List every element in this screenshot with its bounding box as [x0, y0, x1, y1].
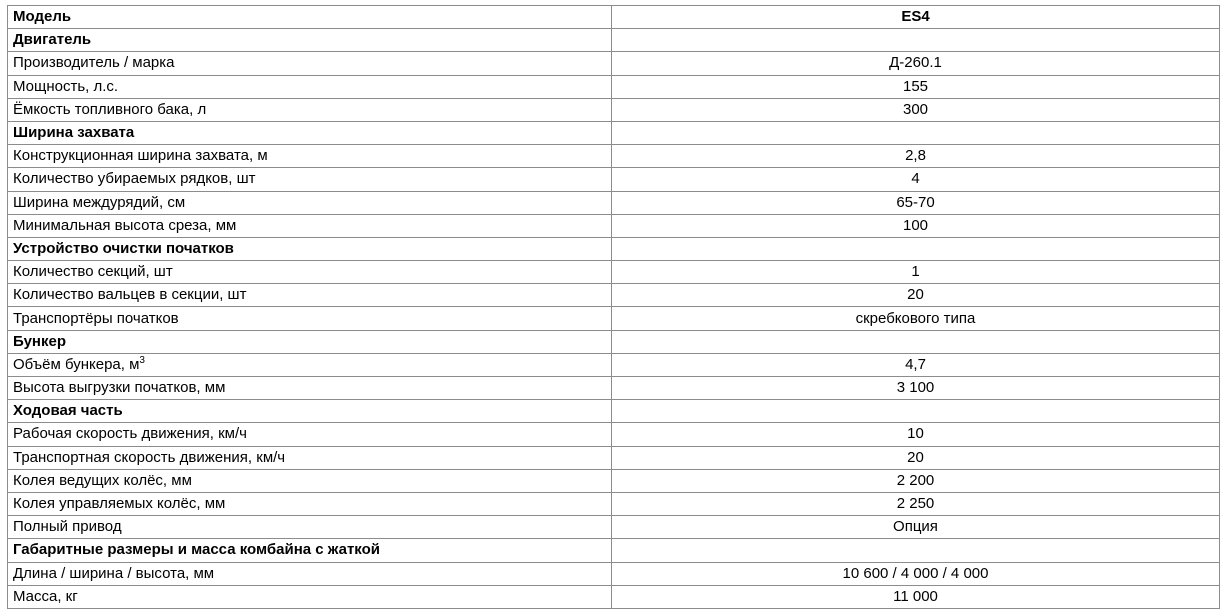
section-row: [8, 29, 1220, 52]
table-row: [8, 52, 1220, 75]
section-row: [8, 121, 1220, 144]
parameter-cell: [8, 168, 612, 191]
parameter-cell: [8, 98, 612, 121]
parameter-label: Мощность, л.с.: [13, 77, 119, 95]
table-row: [8, 307, 1220, 330]
value-cell: 4: [612, 168, 1220, 191]
parameter-label: Высота выгрузки початков, мм: [13, 379, 226, 397]
parameter-label: Количество секций, шт: [13, 263, 173, 281]
parameter-cell: [8, 284, 612, 307]
parameter-cell: [8, 516, 612, 539]
parameter-label: Транспортёры початков: [13, 309, 179, 327]
value-cell: 65-70: [612, 191, 1220, 214]
table-row: [8, 377, 1220, 400]
spec-table: [7, 5, 1220, 609]
section-title-cell: [8, 121, 612, 144]
section-title-cell: [8, 400, 612, 423]
parameter-label: Транспортная скорость движения, км/ч: [13, 448, 286, 466]
parameter-cell: [8, 191, 612, 214]
parameter-cell: [8, 145, 612, 168]
value-cell: 300: [612, 98, 1220, 121]
table-row: [8, 446, 1220, 469]
section-row: [8, 330, 1220, 353]
table-row: [8, 191, 1220, 214]
value-cell: 20: [612, 446, 1220, 469]
table-row: [8, 284, 1220, 307]
parameter-label: Количество вальцев в секции, шт: [13, 286, 247, 304]
section-title: Устройство очистки початков: [13, 239, 234, 257]
value-cell: 4,7: [612, 353, 1220, 376]
parameter-cell: [8, 562, 612, 585]
table-row: [8, 562, 1220, 585]
section-empty-cell: [612, 330, 1220, 353]
parameter-label: Объём бункера, м: [13, 355, 140, 373]
parameter-label: Производитель / марка: [13, 54, 175, 72]
section-title-cell: [8, 330, 612, 353]
table-row: [8, 492, 1220, 515]
section-title: Ширина захвата: [13, 124, 135, 142]
parameter-label: Минимальная высота среза, мм: [13, 216, 237, 234]
value-cell: 20: [612, 284, 1220, 307]
value-cell: Опция: [612, 516, 1220, 539]
table-row: [8, 516, 1220, 539]
table-row: [8, 353, 1220, 376]
section-empty-cell: [612, 237, 1220, 260]
section-title: Габаритные размеры и масса комбайна с жаткой: [13, 541, 381, 559]
section-empty-cell: [612, 29, 1220, 52]
parameter-cell: [8, 377, 612, 400]
value-cell: 3 100: [612, 377, 1220, 400]
table-row: [8, 261, 1220, 284]
value-cell: 11 000: [612, 585, 1220, 608]
parameter-label: Рабочая скорость движения, км/ч: [13, 425, 247, 443]
section-title: Ходовая часть: [13, 402, 123, 420]
parameter-label: Масса, кг: [13, 587, 78, 605]
header-label-cell: Модель: [8, 6, 612, 29]
parameter-label: Колея ведущих колёс, мм: [13, 471, 192, 489]
table-row: [8, 214, 1220, 237]
parameter-label: Конструкционная ширина захвата, м: [13, 147, 268, 165]
parameter-cell: [8, 75, 612, 98]
table-row: [8, 145, 1220, 168]
parameter-cell: [8, 446, 612, 469]
section-title-cell: [8, 237, 612, 260]
parameter-label: Колея управляемых колёс, мм: [13, 495, 226, 513]
section-row: [8, 237, 1220, 260]
parameter-label: Количество убираемых рядков, шт: [13, 170, 256, 188]
section-title: Двигатель: [13, 31, 92, 49]
value-cell: 155: [612, 75, 1220, 98]
section-title-cell: [8, 539, 612, 562]
value-cell: 10: [612, 423, 1220, 446]
parameter-label: Длина / ширина / высота, мм: [13, 564, 215, 582]
parameter-cell: [8, 52, 612, 75]
parameter-label: Ширина междурядий, см: [13, 193, 186, 211]
table-row: [8, 423, 1220, 446]
section-empty-cell: [612, 539, 1220, 562]
value-cell: Д-260.1: [612, 52, 1220, 75]
spec-table-body: [8, 6, 1220, 609]
table-row: [8, 469, 1220, 492]
table-row: [8, 585, 1220, 608]
value-cell: 2,8: [612, 145, 1220, 168]
value-cell: 10 600 / 4 000 / 4 000: [612, 562, 1220, 585]
table-row: [8, 75, 1220, 98]
value-cell: 100: [612, 214, 1220, 237]
parameter-cell: [8, 585, 612, 608]
header-model-cell: ES4: [612, 6, 1220, 29]
value-cell: 2 200: [612, 469, 1220, 492]
table-row: [8, 98, 1220, 121]
section-row: [8, 539, 1220, 562]
parameter-cell: [8, 307, 612, 330]
table-header-row: [8, 6, 1220, 29]
value-cell: скребкового типа: [612, 307, 1220, 330]
section-row: [8, 400, 1220, 423]
section-title-cell: [8, 29, 612, 52]
parameter-cell: [8, 492, 612, 515]
parameter-cell: [8, 423, 612, 446]
table-row: [8, 168, 1220, 191]
parameter-label: Полный привод: [13, 518, 122, 536]
parameter-label: Ёмкость топливного бака, л: [13, 100, 207, 118]
value-cell: 1: [612, 261, 1220, 284]
section-title: Бункер: [13, 332, 66, 350]
parameter-cell: [8, 353, 612, 376]
parameter-cell: [8, 214, 612, 237]
parameter-cell: [8, 469, 612, 492]
unit-superscript: 3: [139, 354, 145, 366]
parameter-cell: [8, 261, 612, 284]
section-empty-cell: [612, 121, 1220, 144]
section-empty-cell: [612, 400, 1220, 423]
value-cell: 2 250: [612, 492, 1220, 515]
